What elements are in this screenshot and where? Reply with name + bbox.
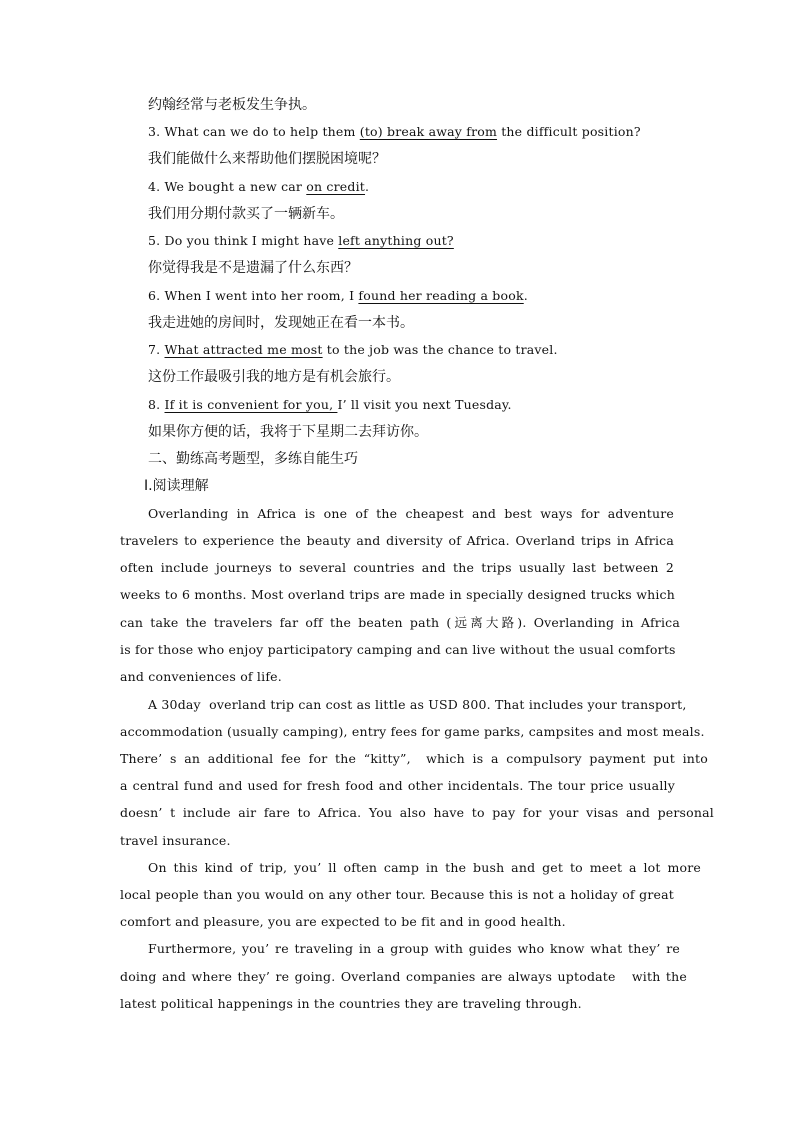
sentence-text: What can we do to help them [164, 124, 360, 139]
passage-line: Furthermore, you’ re traveling in a group with guides who know what they’ re [148, 941, 680, 956]
sentence-number: 7. [148, 342, 165, 357]
sentence-text: We bought a new car [164, 179, 307, 194]
passage-line: weeks to 6 months. Most overland trips are made in specially designed trucks which [120, 587, 675, 602]
sentence-8-english [148, 395, 512, 415]
sentence-7-english [148, 340, 558, 360]
sentence-8-chinese: 如果你方便的话，我将于下星期二去拜访你。 [148, 424, 428, 440]
sentence-2-chinese: 约翰经常与老板发生争执。 [148, 97, 316, 113]
passage-line: latest political happenings in the countries they are traveling through. [120, 996, 582, 1011]
sentence-text: I’ ll visit you next Tuesday. [337, 397, 512, 412]
answer-blank: If it is convenient for you, [164, 397, 338, 412]
passage-line: is for those who enjoy participatory camping and can live without the usual comforts [120, 642, 676, 657]
passage-line: and conveniences of life. [120, 669, 282, 684]
sentence-number: 5. [148, 233, 165, 248]
passage-line: Overlanding in Africa is one of the cheapest and best ways for adventure [148, 506, 674, 521]
sentence-text: the difficult position? [497, 124, 641, 139]
passage-line: local people than you would on any other tour. Because this is not a holiday of great [120, 887, 674, 902]
answer-blank: found her reading a book [358, 288, 524, 303]
subsection-heading: Ⅰ.阅读理解 [144, 478, 209, 494]
passage-line: doesn’ t include air fare to Africa. You also have to pay for your visas and personal [120, 805, 714, 820]
sentence-text: When I went into her room, I [164, 288, 359, 303]
sentence-3-chinese: 我们能做什么来帮助他们摆脱困境呢？ [148, 151, 386, 167]
passage-line: doing and where they’ re going. Overland companies are always uptodate with the [120, 969, 687, 984]
sentence-5-english [148, 231, 454, 251]
sentence-text: . [365, 179, 370, 194]
section-heading: 二、勤练高考题型，多练自能生巧 [148, 451, 358, 467]
passage-line: There’ s an additional fee for the “kitty”, which is a compulsory payment put into [120, 751, 708, 766]
sentence-3-english [148, 122, 641, 142]
sentence-number: 3. [148, 124, 165, 139]
sentence-text: Do you think I might have [164, 233, 339, 248]
sentence-number: 4. [148, 179, 165, 194]
passage-line: travel insurance. [120, 833, 231, 848]
sentence-number: 6. [148, 288, 165, 303]
passage-line: can take the travelers far off the beaten path (远离大路). Overlanding in Africa [120, 615, 680, 630]
passage-line: On this kind of trip, you’ ll often camp in the bush and get to meet a lot more [148, 860, 701, 875]
sentence-text: to the job was the chance to travel. [322, 342, 558, 357]
answer-blank: on credit [306, 179, 366, 194]
passage-line: accommodation (usually camping), entry fees for game parks, campsites and most meals. [120, 724, 705, 739]
passage-line: often include journeys to several countries and the trips usually last between 2 [120, 560, 674, 575]
sentence-7-chinese: 这份工作最吸引我的地方是有机会旅行。 [148, 369, 400, 385]
sentence-6-chinese: 我走进她的房间时，发现她正在看一本书。 [148, 315, 414, 331]
sentence-text: . [523, 288, 528, 303]
sentence-4-chinese: 我们用分期付款买了一辆新车。 [148, 206, 344, 222]
answer-blank: left anything out? [338, 233, 454, 248]
passage-line: a central fund and used for fresh food and other incidentals. The tour price usually [120, 778, 675, 793]
sentence-5-chinese: 你觉得我是不是遗漏了什么东西？ [148, 260, 358, 276]
passage-line: A 30day overland trip can cost as little as USD 800. That includes your transport, [148, 697, 687, 712]
sentence-6-english [148, 286, 528, 306]
answer-blank: (to) break away from [359, 124, 498, 139]
answer-blank: What attracted me most [164, 342, 323, 357]
sentence-4-english [148, 177, 369, 197]
passage-line: travelers to experience the beauty and diversity of Africa. Overland trips in Africa [120, 533, 674, 548]
passage-line: comfort and pleasure, you are expected to be fit and in good health. [120, 914, 566, 929]
sentence-number: 8. [148, 397, 165, 412]
